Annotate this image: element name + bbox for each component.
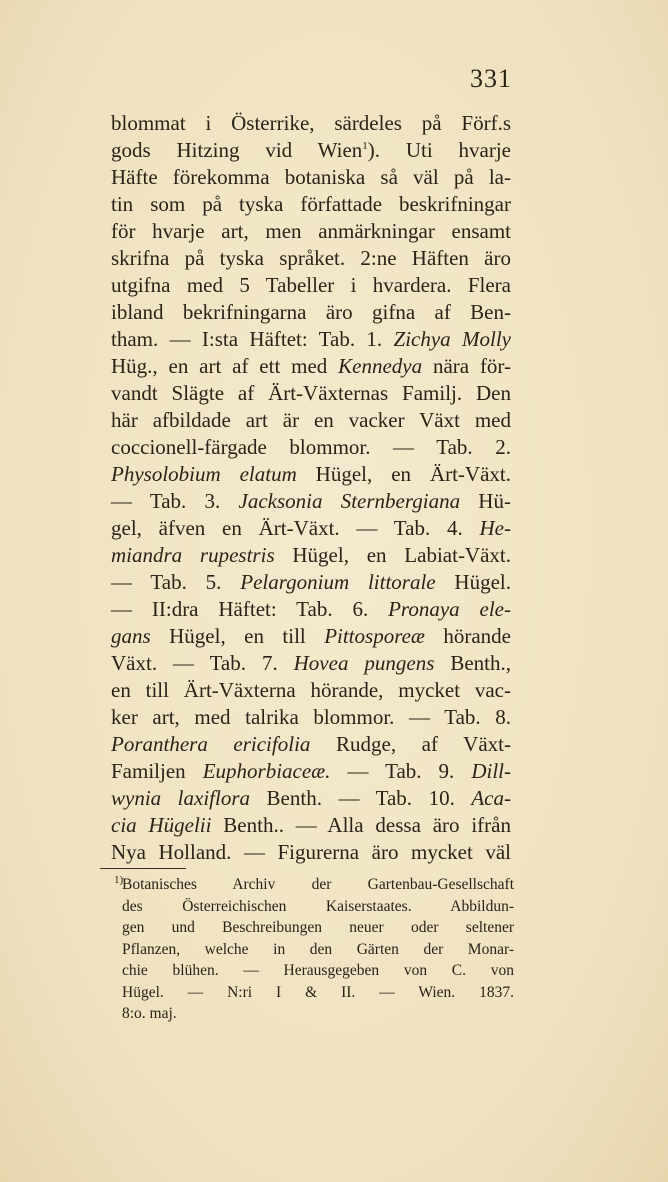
text-line (111, 245, 511, 272)
italic-text: Poranthera ericifolia (111, 732, 311, 756)
text-segment: — II:dra Häftet: Tab. 6. (111, 597, 389, 621)
text-line (111, 515, 511, 542)
footnote-reference: 1 (362, 140, 368, 152)
text-line (111, 785, 511, 812)
text-segment: Nya Holland. — Figurerna äro mycket väl (111, 840, 511, 864)
italic-text: Dill- (471, 759, 511, 783)
text-line (111, 461, 511, 488)
text-line (111, 380, 511, 407)
text-line (111, 110, 511, 137)
text-segment: Benth.. — Alla dessa äro ifrån (211, 813, 511, 837)
text-line (111, 299, 511, 326)
text-line (111, 407, 511, 434)
footnote-marker: 1) (114, 874, 124, 886)
text-segment: gel, äfven en Ärt-Växt. — Tab. 4. (111, 516, 480, 540)
text-segment: Benth., (434, 651, 511, 675)
text-segment: gods Hitzing vid Wien (111, 138, 363, 162)
text-line (111, 137, 511, 164)
italic-text: He- (479, 516, 511, 540)
text-segment: Familjen (111, 759, 203, 783)
italic-text: Physolobium elatum (111, 462, 297, 486)
text-segment: coccionell-färgade blommor. — Tab. 2. (111, 435, 511, 459)
footnote-line: Pflanzen, welche in den Gärten der Monar- (122, 940, 514, 958)
text-segment: Häfte förekomma botaniska så väl på la- (111, 165, 511, 189)
text-segment: blommat i Österrike, särdeles på Förf.s (111, 111, 511, 135)
text-line (111, 623, 511, 650)
footnote-line: Botanisches Archiv der Gartenbau-Gesellschaft 1) (122, 874, 514, 896)
italic-text: Pelargonium littorale (240, 570, 436, 594)
text-segment: Hügel, en till (150, 624, 325, 648)
italic-text: gans (111, 624, 151, 648)
text-line (111, 812, 511, 839)
text-line (111, 569, 511, 596)
text-line (111, 839, 511, 866)
text-segment: tham. — I:sta Häftet: Tab. 1. (111, 327, 394, 351)
footnote-line: 8:o. maj. (122, 1005, 177, 1022)
text-line (111, 488, 511, 515)
text-line (111, 191, 511, 218)
text-segment: hörande (424, 624, 511, 648)
text-line (111, 650, 511, 677)
text-segment: Hügel, en Ärt-Växt. (296, 462, 511, 486)
text-segment: — Tab. 9. (330, 759, 472, 783)
footnote (114, 874, 514, 1025)
text-line (111, 272, 511, 299)
text-segment: nära för- (422, 354, 511, 378)
text-segment: Hügel, en Labiat-Växt. (274, 543, 512, 567)
italic-text: miandra rupestris (111, 543, 275, 567)
text-line (111, 704, 511, 731)
italic-text: Aca- (471, 786, 511, 810)
text-line (111, 596, 511, 623)
text-line (111, 758, 511, 785)
text-segment: ker art, med talrika blommor. — Tab. 8. (111, 705, 511, 729)
text-line (111, 731, 511, 758)
text-segment: — Tab. 5. (111, 570, 241, 594)
text-line (111, 434, 511, 461)
italic-text: Kennedya (338, 354, 423, 378)
text-segment: Rudge, af Växt- (310, 732, 511, 756)
text-segment: tin som på tyska författade beskrifningar (111, 192, 511, 216)
text-line (111, 326, 511, 353)
italic-text: cia Hügelii (111, 813, 212, 837)
italic-text: Pronaya ele- (388, 597, 511, 621)
text-segment: utgifna med 5 Tabeller i hvardera. Flera (111, 273, 511, 297)
text-line (111, 542, 511, 569)
text-segment: ibland bekrifningarna äro gifna af Ben- (111, 300, 511, 324)
text-segment: en till Ärt-Växterna hörande, mycket vac- (111, 678, 511, 702)
text-segment: vandt Slägte af Ärt-Växternas Familj. Den (111, 381, 511, 405)
text-line (111, 353, 511, 380)
footnote-divider (100, 868, 186, 869)
text-segment: för hvarje art, men anmärkningar ensamt (111, 219, 511, 243)
text-segment: ). Uti hvarje (367, 138, 511, 162)
italic-text: Euphorbiaceæ. (202, 759, 331, 783)
text-segment: — Tab. 3. (111, 489, 239, 513)
text-segment: Hü- (460, 489, 511, 513)
text-line (111, 677, 511, 704)
text-segment: här afbildade art är en vacker Växt med (111, 408, 511, 432)
text-segment: Hügel. (435, 570, 511, 594)
italic-text: Zichya Molly (393, 327, 511, 351)
footnote-line: gen und Beschreibungen neuer oder seltener (122, 919, 514, 936)
text-segment: Benth. — Tab. 10. (250, 786, 472, 810)
italic-text: Jacksonia Sternbergiana (238, 489, 461, 513)
text-segment: Växt. — Tab. 7. (111, 651, 294, 675)
text-line (111, 164, 511, 191)
body-text (111, 110, 511, 866)
text-segment: Hüg., en art af ett med (111, 354, 339, 378)
text-segment: skrifna på tyska språket. 2:ne Häften äro (111, 246, 511, 270)
italic-text: Pittosporeæ (324, 624, 425, 648)
footnote-line: chie blühen. — Herausgegeben von C. von (122, 962, 514, 979)
page-number: 331 (470, 64, 512, 93)
footnote-line: Hügel. — N:ri I & II. — Wien. 1837. (122, 983, 514, 1001)
footnote-line: des Österreichischen Kaiserstaates. Abbildun- (122, 897, 514, 915)
italic-text: Hovea pungens (293, 651, 435, 675)
text-line (111, 218, 511, 245)
italic-text: wynia laxiflora (111, 786, 251, 810)
